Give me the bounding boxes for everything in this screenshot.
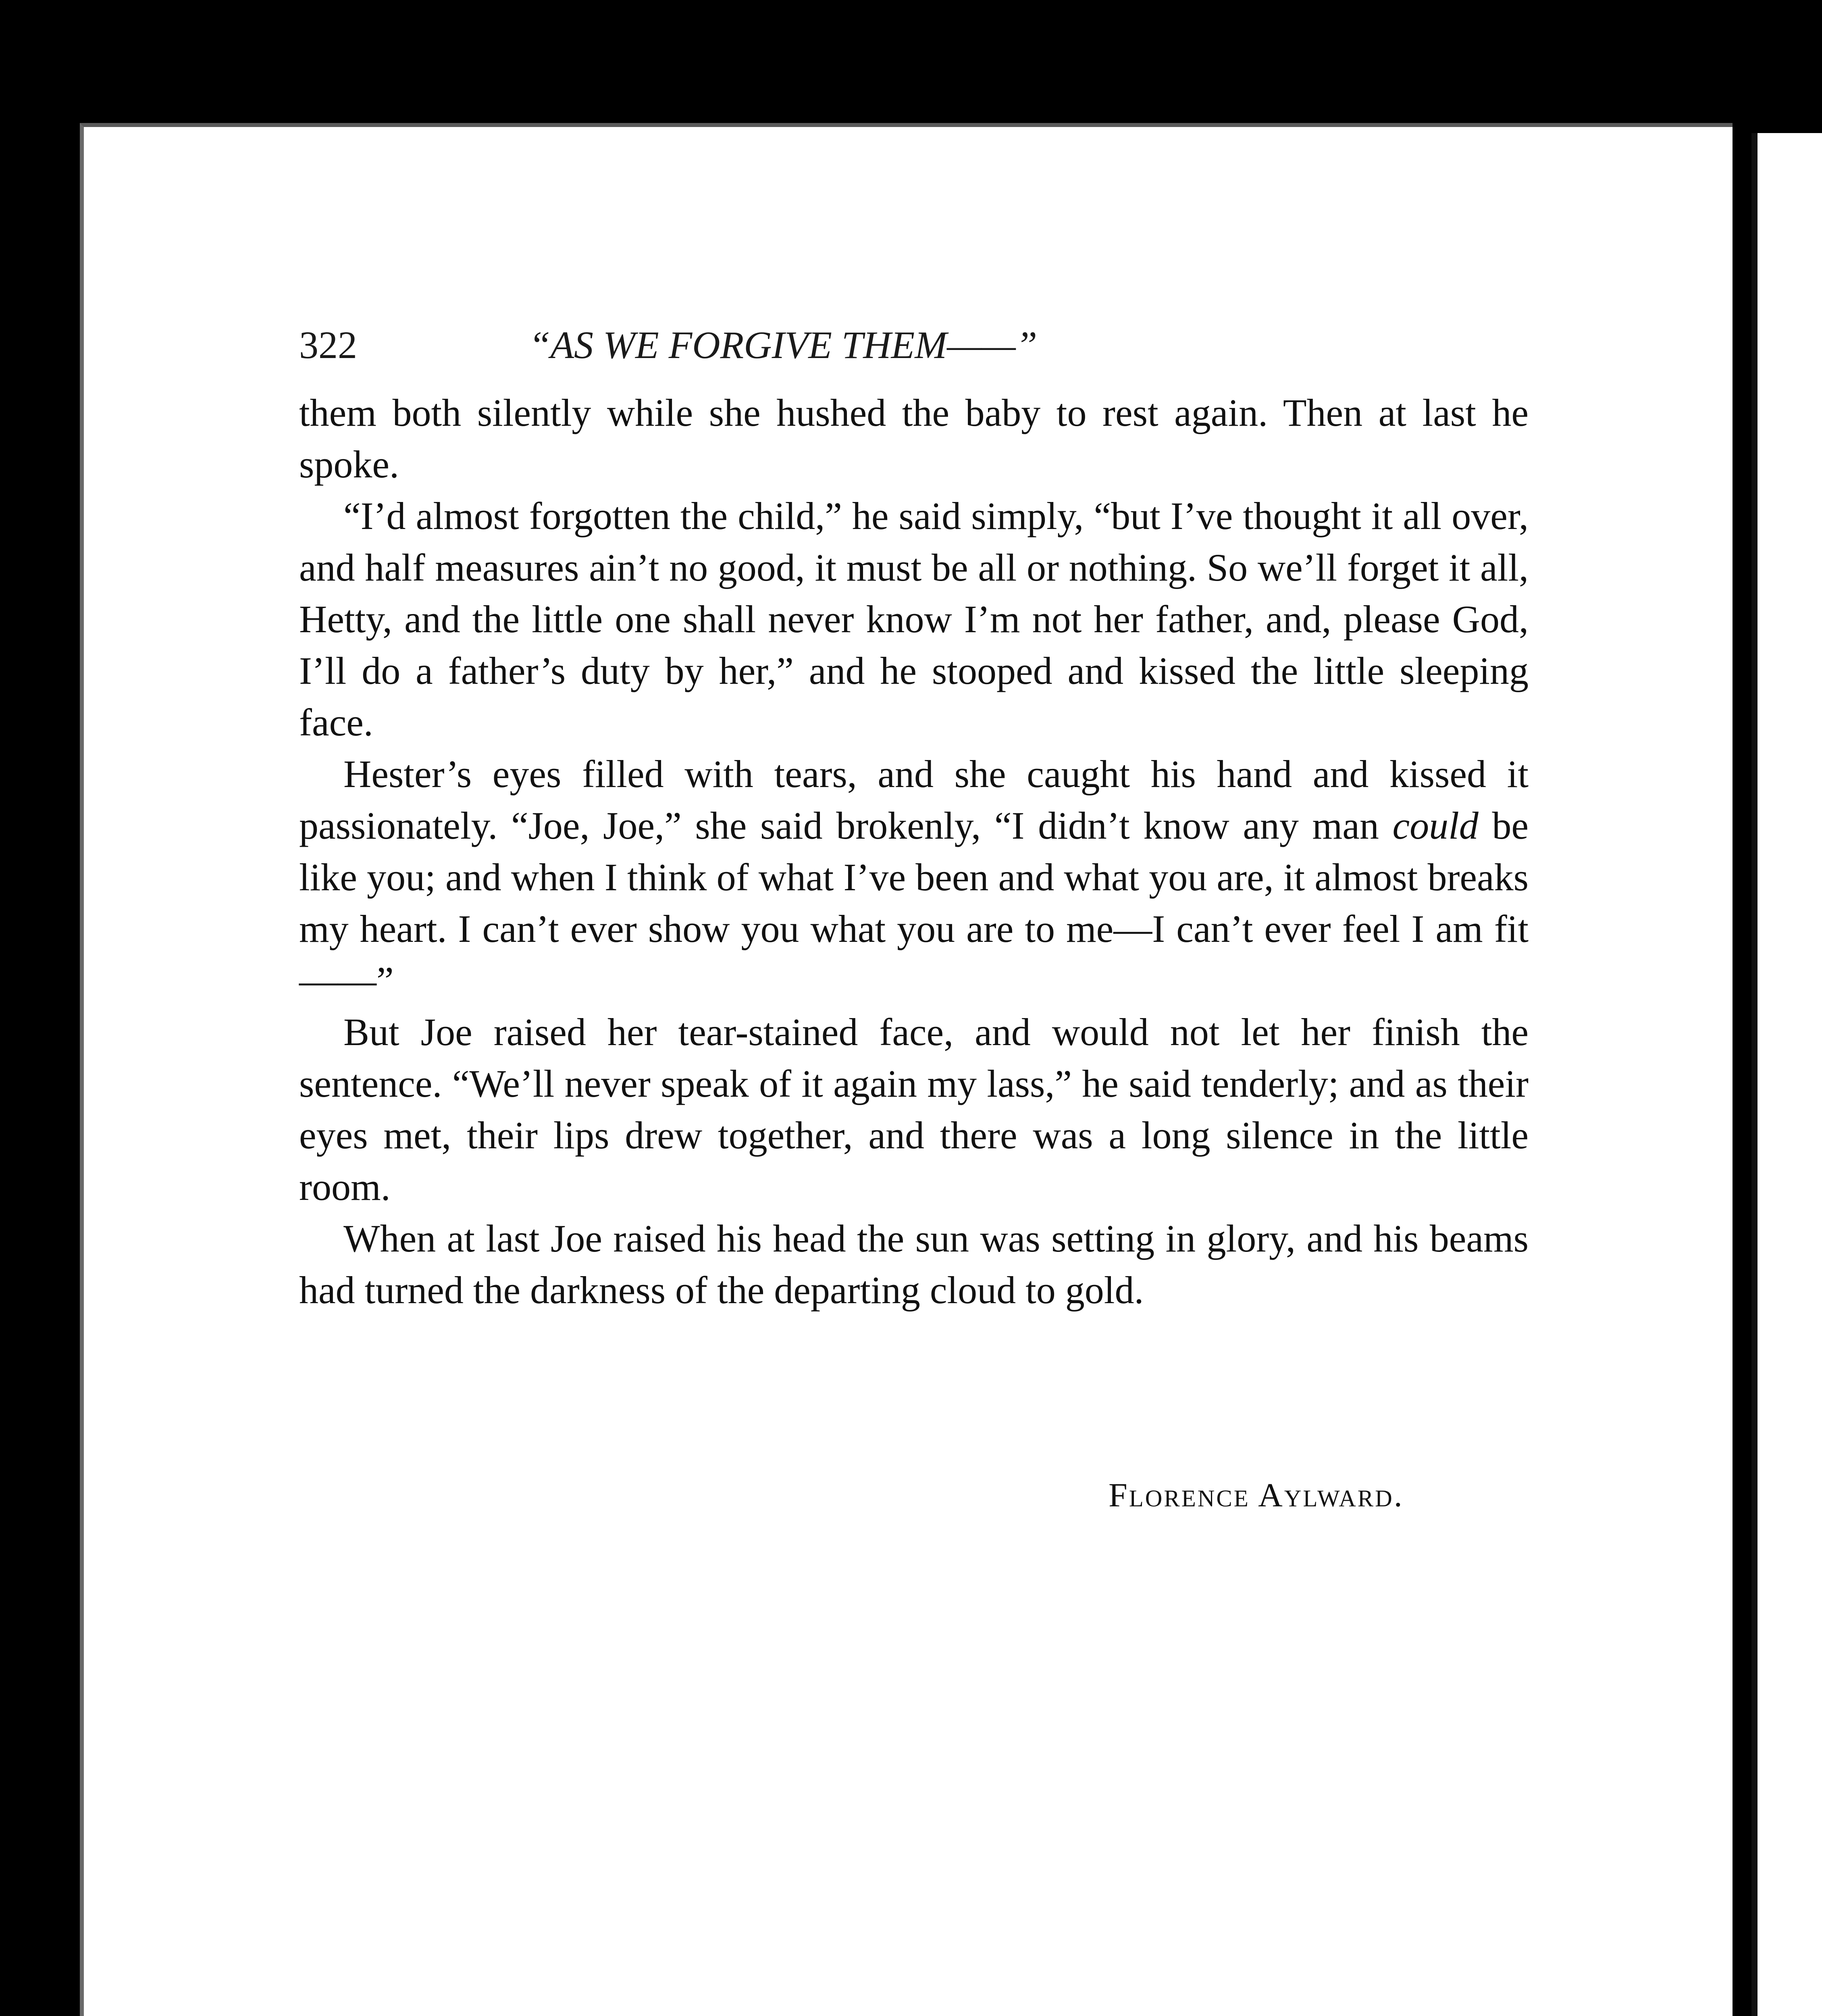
paragraph-5: When at last Joe raised his head the sun was setting in glory, and his beams had turned the darkness of the departing cloud to gold.: [299, 1217, 1529, 1312]
page-number: 322: [299, 323, 357, 367]
paragraph-3-end: be like you; and when I think of what I’ve been and what you are, it almost breaks my heart. I can’t ever show you what you are to me—I can’t ever feel I am fit——”: [299, 804, 1529, 1002]
next-page-edge: [1758, 133, 1822, 2016]
paragraph-4: But Joe raised her tear-stained face, and would not let her finish the sentence. “We’ll never speak of it again my lass,” he said tenderly; and as their eyes met, their lips drew together, and there was a long silence in the little room.: [299, 1010, 1529, 1208]
page-header: [299, 323, 1529, 383]
paragraph-1: them both silently while she hushed the baby to rest again. Then at last he spoke.: [299, 391, 1529, 486]
body-text: [299, 387, 1529, 1316]
paragraph-3-start: Hester’s eyes filled with tears, and she caught his hand and kissed it passionately. “Joe, Joe,” she said brokenly, “I didn’t know any man: [299, 752, 1529, 847]
next-page-rule: [1751, 133, 1758, 2016]
author-signature: Florence Aylward.: [1109, 1477, 1404, 1514]
running-title: “AS WE FORGIVE THEM——”: [529, 323, 1038, 367]
paragraph-2: “I’d almost forgotten the child,” he said simply, “but I’ve thought it all over, and half measures ain’t no good, it must be all or nothing. So we’ll forget it all, Hetty, and the little one shall never know I’m not her father, and, please God, I’ll do a father’s duty by her,” and he stooped and kissed the little sleeping face.: [299, 494, 1529, 744]
paragraph-3: [299, 748, 1529, 1006]
emphasis-could: could: [1392, 804, 1479, 847]
